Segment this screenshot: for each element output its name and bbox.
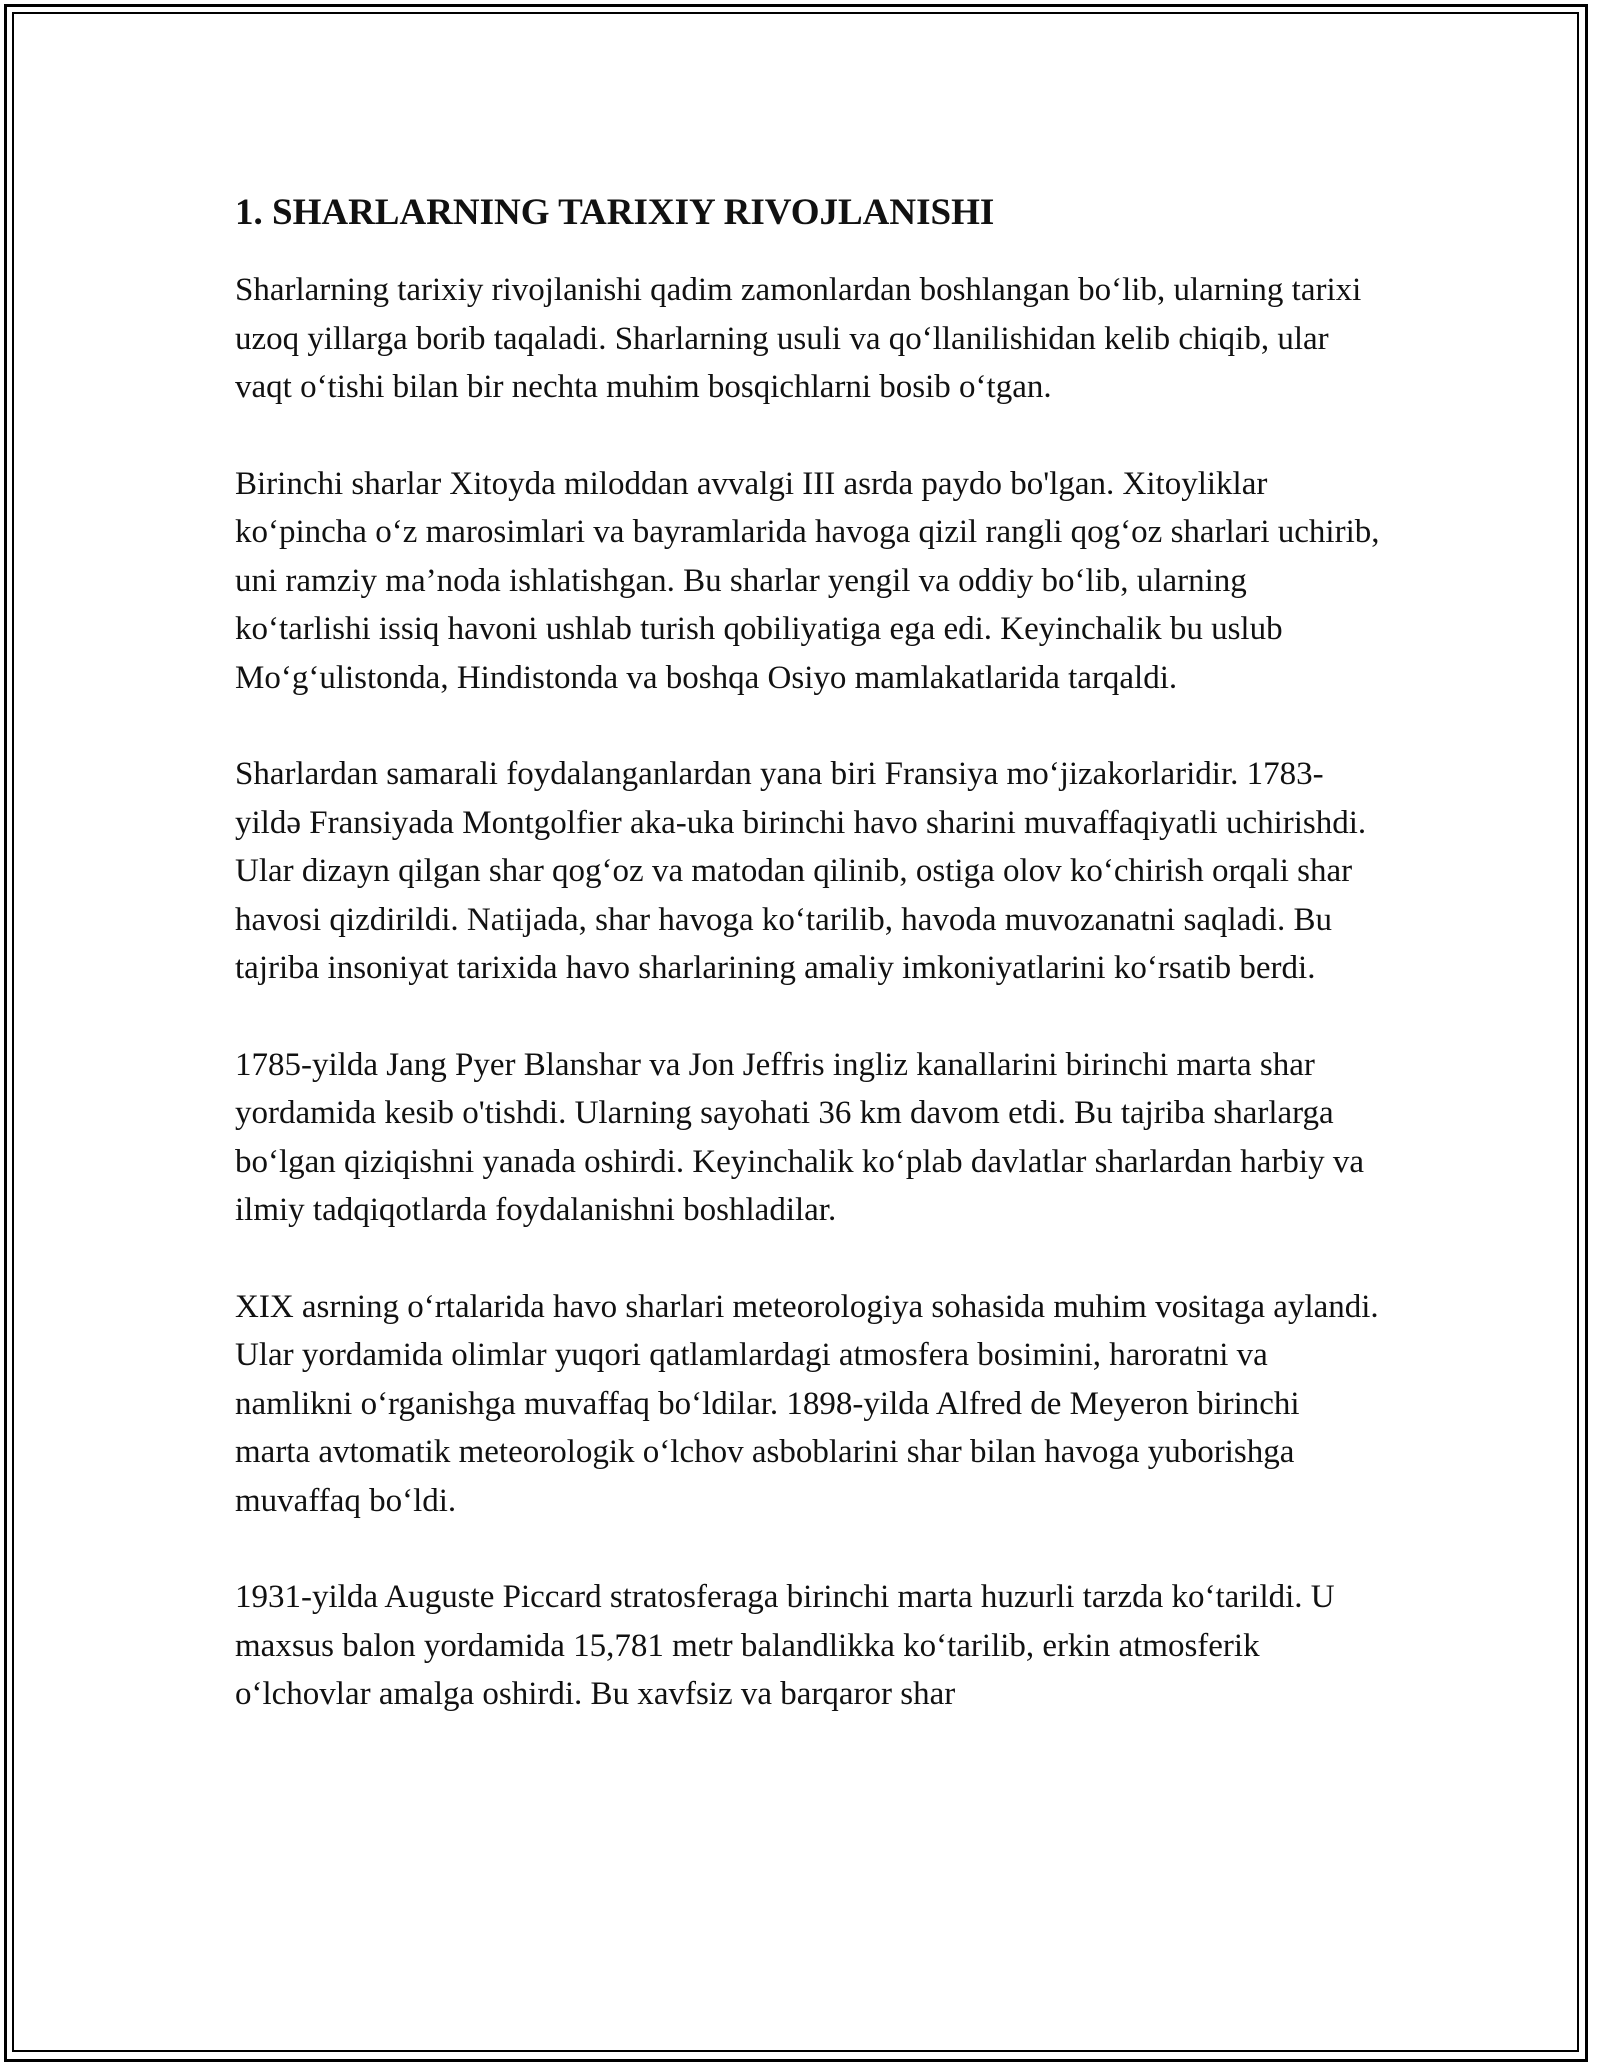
paragraph-3: Sharlardan samarali foydalanganlardan yana biri Fransiya mo‘jizakorlaridir. 1783-yildə Fransiyada Montgolfier aka-uka birinchi havo sharini muvaffaqiyatli uchirishdi. Ular dizayn qilgan shar qog‘oz va matodan qilinib, ostiga olov ko‘chirish orqali shar havosi qizdirildi. Natijada, shar havoga ko‘tarilib, havoda muvozanatni saqladi. Bu tajriba insoniyat tarixida havo sharlarining amaliy imkoniyatlarini ko‘rsatib berdi. bbox=[235, 756, 1367, 986]
paragraph-6: 1931-yilda Auguste Piccard stratosferaga birinchi marta huzurli tarzda ko‘tarildi. U maxsus balon yordamida 15,781 metr balandlikka ko‘tarilib, erkin atmosferik o‘lchovlar amalga oshirdi. Bu xavfsiz va barqaror shar bbox=[235, 1579, 1335, 1712]
paragraph-2: Birinchi sharlar Xitoyda miloddan avvalgi III asrda paydo bo'lgan. Xitoyliklar ko‘pincha o‘z marosimlari va bayramlarida havoga qizil rangli qog‘oz sharlari uchirib, uni ramziy ma’noda ishlatishgan. Bu sharlar yengil va oddiy bo‘lib, ularning ko‘tarlishi issiq havoni ushlab turish qobiliyatiga ega edi. Keyinchalik bu uslub Mo‘g‘ulistonda, Hindistonda va boshqa Osiyo mamlakatlarida tarqaldi. bbox=[235, 465, 1380, 696]
paragraph-4: 1785-yilda Jang Pyer Blanshar va Jon Jeffris ingliz kanallarini birinchi marta shar yordamida kesib o'tishdi. Ularning sayohati 36 km davom etdi. Bu tajriba sharlarga bo‘lgan qiziqishni yanada oshirdi. Keyinchalik ko‘plab davlatlar sharlardan harbiy va ilmiy tadqiqotlarda foydalanishni boshladilar. bbox=[235, 1046, 1364, 1228]
document-body bbox=[235, 186, 1380, 1767]
paragraph-5: XIX asrning o‘rtalarida havo sharlari meteorologiya sohasida muhim vositaga aylandi. Ular yordamida olimlar yuqori qatlamlardagi atmosfera bosimini, haroratni va namlikni o‘rganishga muvaffaq bo‘ldilar. 1898-yilda Alfred de Meyeron birinchi marta avtomatik meteorologik o‘lchov asboblarini shar bilan havoga yuborishga muvaffaq bo‘ldi. bbox=[235, 1288, 1379, 1519]
paragraph-1: Sharlarning tarixiy rivojlanishi qadim zamonlardan boshlangan bo‘lib, ularning tarixi uzoq yillarga borib taqaladi. Sharlarning usuli va qo‘llanilishidan kelib chiqib, ular vaqt o‘tishi bilan bir nechta muhim bosqichlarni bosib o‘tgan. bbox=[235, 272, 1362, 405]
section-heading: 1. SHARLARNING TARIXIY RIVOJLANISHI bbox=[235, 192, 995, 233]
